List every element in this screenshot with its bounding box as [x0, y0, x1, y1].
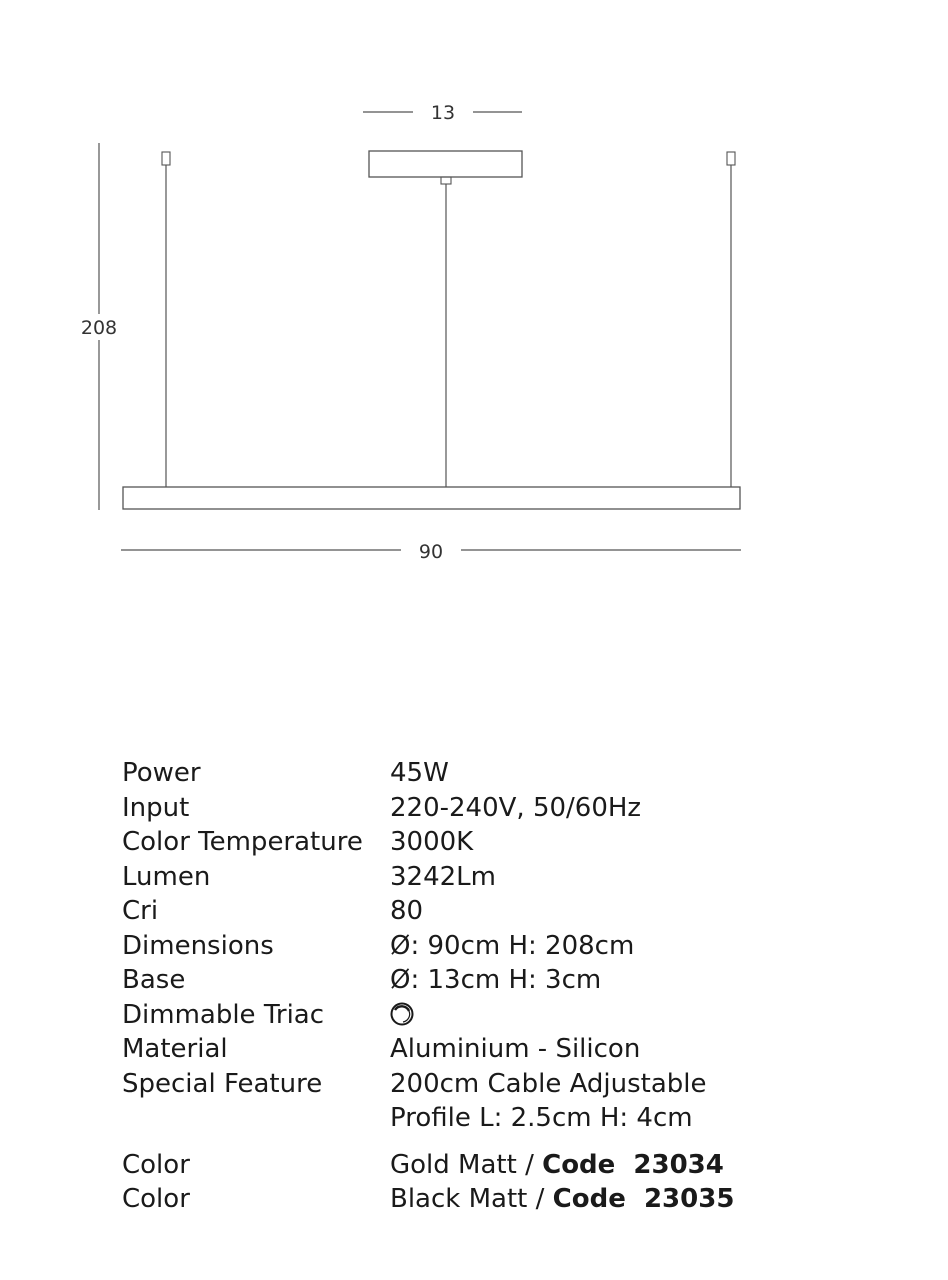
spec-row-base [122, 963, 882, 998]
spec-value: 3242Lm [390, 861, 496, 892]
ceiling-canopy [369, 151, 522, 177]
color-row-gold [122, 1148, 882, 1183]
spec-value: Ø: 13cm H: 3cm [390, 965, 602, 995]
product-code: Code 23034 [542, 1149, 724, 1180]
left-cable-anchor [162, 152, 170, 165]
spec-value: 45W [390, 758, 449, 788]
color-row-black [122, 1182, 882, 1217]
spec-label: Color Temperature [122, 827, 363, 857]
color-value [390, 1148, 882, 1183]
spec-label: Lumen [122, 861, 211, 892]
spec-row-power [122, 756, 882, 791]
spec-label: Material [122, 1034, 228, 1064]
spec-label: Power [122, 758, 201, 788]
spec-label: Base [122, 965, 186, 995]
spec-row-lumen [122, 860, 882, 895]
spec-value: Profile L: 2.5cm H: 4cm [390, 1103, 693, 1133]
spec-label: Dimensions [122, 930, 274, 961]
dimmable-icon [390, 1002, 414, 1026]
spec-label: Cri [122, 896, 159, 926]
spec-row-material [122, 1032, 882, 1067]
spec-row-cri [122, 894, 882, 929]
spec-row-input [122, 791, 882, 826]
color-finish: Gold Matt [390, 1149, 517, 1180]
spec-value: 220-240V, 50/60Hz [390, 792, 642, 823]
canopy-connector [441, 177, 451, 184]
spec-value [390, 998, 882, 1033]
product-code: Code 23035 [552, 1184, 735, 1214]
spec-value: 80 [390, 896, 424, 926]
color-separator: / [516, 1149, 543, 1180]
spec-value: Aluminium - Silicon [390, 1034, 641, 1064]
spec-row-dimmable-triac [122, 998, 882, 1033]
bottom-dimension-label: 90 [418, 541, 444, 563]
color-label: Color [122, 1184, 190, 1214]
right-cable-anchor [727, 152, 735, 165]
spec-row-color-temperature [122, 825, 882, 860]
top-dimension-label: 13 [430, 102, 456, 124]
spec-row-profile [122, 1101, 882, 1136]
specification-table [122, 756, 882, 1217]
color-value [390, 1182, 882, 1217]
spec-value: 3000K [390, 827, 474, 857]
spec-row-dimensions [122, 929, 882, 964]
spec-label: Input [122, 792, 190, 823]
spec-value: Ø: 90cm H: 208cm [390, 930, 635, 961]
light-profile-bar [123, 487, 740, 509]
color-separator: / [527, 1184, 553, 1214]
spec-label: Special Feature [122, 1068, 323, 1099]
color-label: Color [122, 1149, 190, 1180]
spec-row-special-feature [122, 1067, 882, 1102]
height-dimension-label: 208 [80, 317, 118, 339]
color-finish: Black Matt [390, 1184, 528, 1214]
spec-label: Dimmable Triac [122, 999, 325, 1030]
technical-drawing [0, 0, 948, 620]
spec-value: 200cm Cable Adjustable [390, 1068, 707, 1099]
